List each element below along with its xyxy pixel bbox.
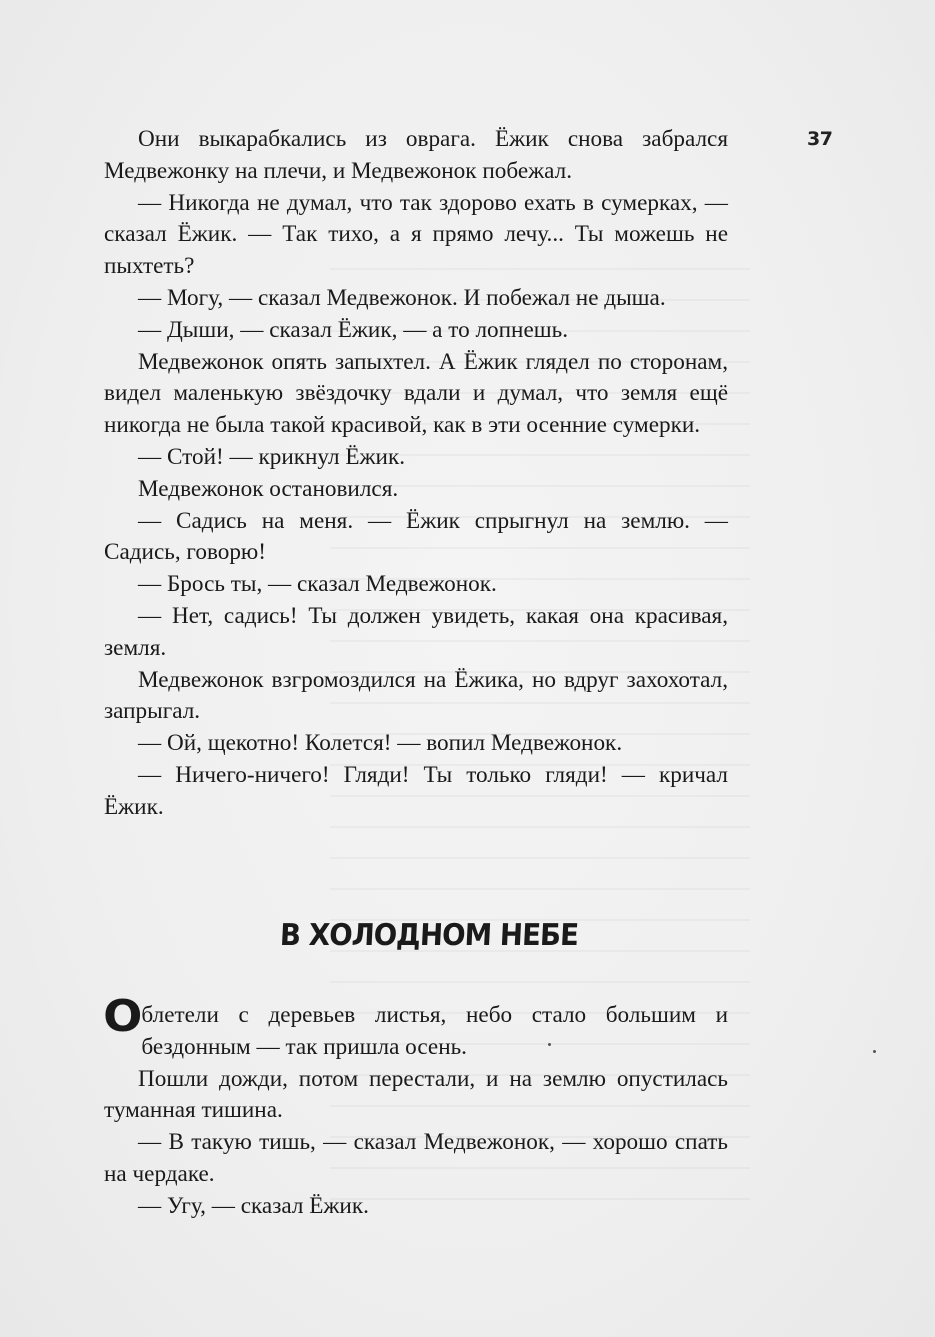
paragraph: Медвежонок взгромоздился на Ёжика, но вдруг захохотал, запрыгал. [104, 666, 728, 725]
paragraph: — В такую тишь, — сказал Медвежонок, — хорошо спать на чердаке. [104, 1129, 728, 1187]
paragraph: — Дыши, — сказал Ёжик, — а то лопнешь. [138, 316, 568, 343]
print-speck [873, 1050, 876, 1053]
chapter-first-paragraph [103, 991, 728, 1064]
paragraph: — Никогда не думал, что так здорово ехать в сумерках, — сказал Ёжик. — Так тихо, а я прямо лечу... Ты можешь не пыхтеть? [104, 189, 728, 280]
story-text-section [104, 124, 728, 824]
paragraph: — Стой! — крикнул Ёжик. [138, 443, 406, 470]
print-speck [548, 1043, 551, 1046]
paragraph: Медвежонок опять запыхтел. А Ёжик глядел по сторонам, видел маленькую звёздочку вдали и думал, что земля ещё никогда не была такой красивой, как в эти осенние сумерки. [104, 348, 728, 439]
paragraph: — Ничего-ничего! Гляди! Ты только гляди! — кричал Ёжик. [104, 761, 728, 820]
paragraph: — Угу, — сказал Ёжик. [138, 1192, 369, 1219]
chapter-title: В ХОЛОДНОМ НЕБЕ [279, 918, 579, 953]
paragraph: — Садись на меня. — Ёжик спрыгнул на землю. — Садись, говорю! [104, 507, 728, 566]
chapter-text-section [103, 991, 728, 1223]
paragraph-text: блетели с деревьев листья, небо стало большим и бездонным — так пришла осень. [141, 1002, 728, 1060]
page-number: 37 [807, 128, 833, 150]
paragraph: Медвежонок остановился. [138, 475, 399, 502]
paragraph: — Ой, щекотно! Колется! — вопил Медвежонок. [138, 730, 623, 757]
paragraph: — Могу, — сказал Медвежонок. И побежал не дыша. [138, 284, 666, 311]
drop-cap: О [103, 991, 143, 1042]
paragraph: — Брось ты, — сказал Медвежонок. [138, 571, 497, 598]
paragraph: Они выкарабкались из оврага. Ёжик снова забрался Медвежонку на плечи, и Медвежонок побежал. [104, 126, 728, 184]
paragraph: Пошли дожди, потом перестали, и на землю опустилась туманная тишина. [104, 1065, 728, 1124]
paragraph: — Нет, садись! Ты должен увидеть, какая она красивая, земля. [104, 602, 728, 661]
